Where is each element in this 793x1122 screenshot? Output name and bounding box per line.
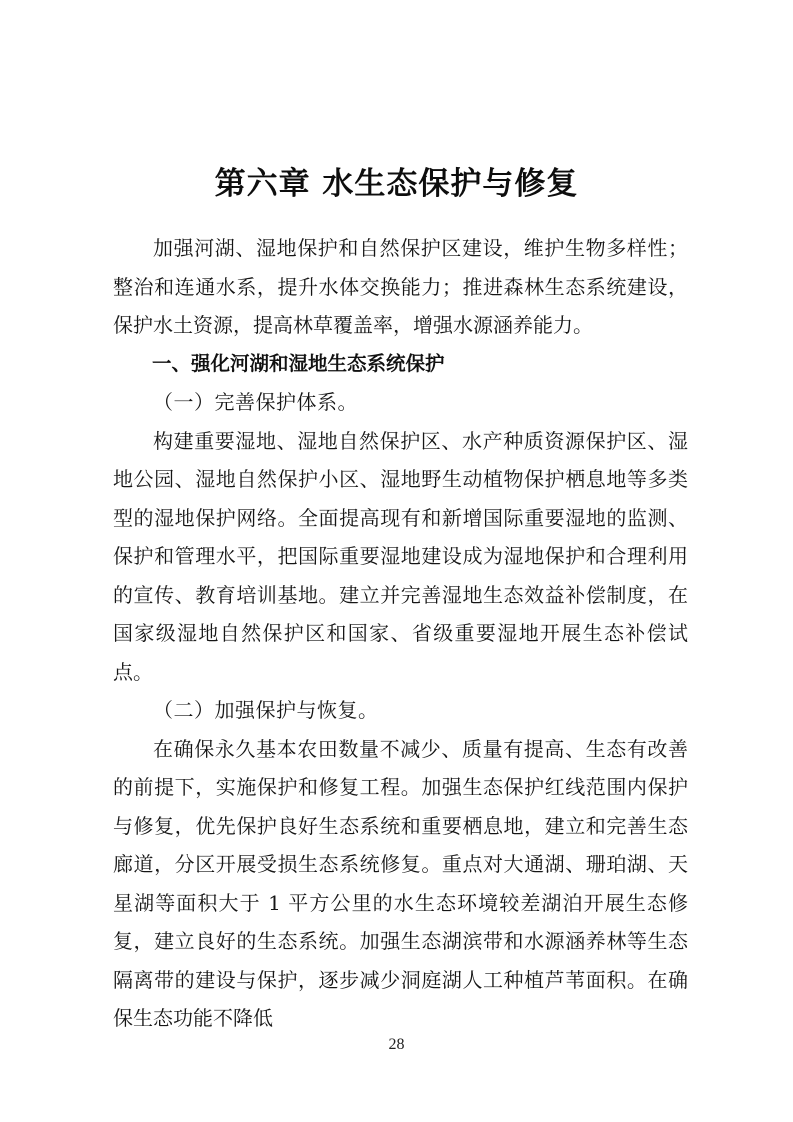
document-body [113,229,688,1038]
chapter-title: 第六章 水生态保护与修复 [214,166,579,202]
subsection-heading: （二）加强保护与恢复。 [153,698,379,722]
section-heading: 一、强化河湖和湿地生态系统保护 [152,351,445,375]
body-paragraph: 构建重要湿地、湿地自然保护区、水产种质资源保护区、湿地公园、湿地自然保护小区、湿地野生动植物保护栖息地等多类型的湿地保护网络。全面提高现有和新增国际重要湿地的监测、保护和管理水平，把国际重要湿地建设成为湿地保护和合理利用的宣传、教育培训基地。建立并完善湿地生态效益补偿制度，在国家级湿地自然保护区和国家、省级重要湿地开展生态补偿试点。 [113,428,688,684]
subsection-heading: （一）完善保护体系。 [153,390,358,414]
page-number: 28 [388,1036,405,1053]
body-paragraph: 在确保永久基本农田数量不减少、质量有提高、生态有改善的前提下，实施保护和修复工程。加强生态保护红线范围内保护与修复，优先保护良好生态系统和重要栖息地，建立和完善生态廊道，分区开展受损生态系统修复。重点对大通湖、珊珀湖、天星湖等面积大于 1 平方公里的水生态环境较差湖泊开展生态修复，建立良好的生态系统。加强生态湖滨带和水源涵养林等生态隔离带的建设与保护，逐步减少洞庭湖人工种植芦苇面积。在确保生态功能不降低 [113,736,688,1030]
intro-paragraph: 加强河湖、湿地保护和自然保护区建设，维护生物多样性；整治和连通水系，提升水体交换能力；推进森林生态系统建设，保护水土资源，提高林草覆盖率，增强水源涵养能力。 [113,236,688,337]
